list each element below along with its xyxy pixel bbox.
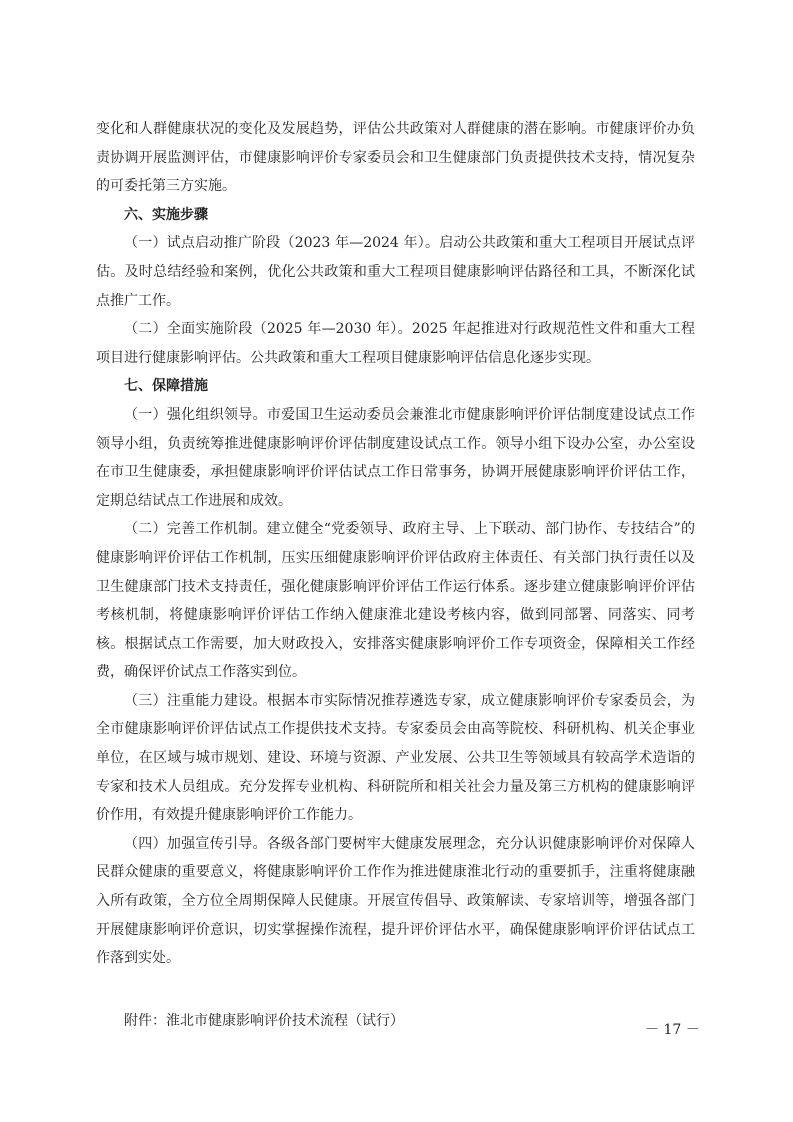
section-six-paragraph-2: （二）全面实施阶段（2025 年—2030 年）。2025 年起推进对行政规范性文件和重大工程项目进行健康影响评估。公共政策和重大工程项目健康影响评估信息化逐步实现。 [96,321,695,366]
section-seven-heading: 七、保障措施 [124,378,208,395]
continuation-paragraph: 变化和人群健康状况的变化及发展趋势，评估公共政策对人群健康的潜在影响。市健康评价办负责协调开展监测评估，市健康影响评价专家委员会和卫生健康部门负责提供技术支持，情况复杂的可委托第三方实施。 [96,121,695,195]
section-seven-paragraph-2: （二）完善工作机制。建立健全“党委领导、政府主导、上下联动、部门协作、专技结合”的健康影响评价评估工作机制，压实压细健康影响评价评估政府主体责任、有关部门执行责任以及卫生健康部门技术支持责任，强化健康影响评价评估工作运行体系。逐步建立健康影响评价评估考核机制，将健康影响评价评估工作纳入健康淮北建设考核内容，做到同部署、同落实、同考核。根据试点工作需要，加大财政投入，安排落实健康影响评价工作专项资金，保障相关工作经费，确保评价试点工作落实到位。 [96,521,695,681]
section-six-paragraph-1: （一）试点启动推广阶段（2023 年—2024 年）。启动公共政策和重大工程项目开展试点评估。及时总结经验和案例，优化公共政策和重大工程项目健康影响评估路径和工具，不断深化试点推广工作。 [96,235,695,309]
section-seven-paragraph-4: （四）加强宣传引导。各级各部门要树牢大健康发展理念，充分认识健康影响评价对保障人民群众健康的重要意义，将健康影响评价工作作为推进健康淮北行动的重要抓手，注重将健康融入所有政策，全方位全周期保障人民健康。开展宣传倡导、政策解读、专家培训等，增强各部门开展健康影响评价意识，切实掌握操作流程，提升评价评估水平，确保健康影响评价评估试点工作落到实处。 [96,835,695,967]
attachment-note: 附件：淮北市健康影响评价技术流程（试行） [124,1012,404,1029]
document-body [96,115,695,1035]
section-seven-paragraph-1: （一）强化组织领导。市爱国卫生运动委员会兼淮北市健康影响评价评估制度建设试点工作领导小组，负责统筹推进健康影响评价评估制度建设试点工作。领导小组下设办公室，办公室设在市卫生健康委，承担健康影响评价评估试点工作日常事务，协调开展健康影响评价评估工作，定期总结试点工作进展和成效。 [96,406,695,509]
section-seven-paragraph-3: （三）注重能力建设。根据本市实际情况推荐遴选专家，成立健康影响评价专家委员会，为全市健康影响评价评估试点工作提供技术支持。专家委员会由高等院校、科研机构、机关企事业单位，在区域与城市规划、建设、环境与资源、产业发展、公共卫生等领域具有较高学术造诣的专家和技术人员组成。充分发挥专业机构、科研院所和相关社会力量及第三方机构的健康影响评价作用，有效提升健康影响评价工作能力。 [96,692,695,824]
section-six-heading: 六、实施步骤 [124,206,208,223]
page-number: － 17 － [645,1022,700,1038]
